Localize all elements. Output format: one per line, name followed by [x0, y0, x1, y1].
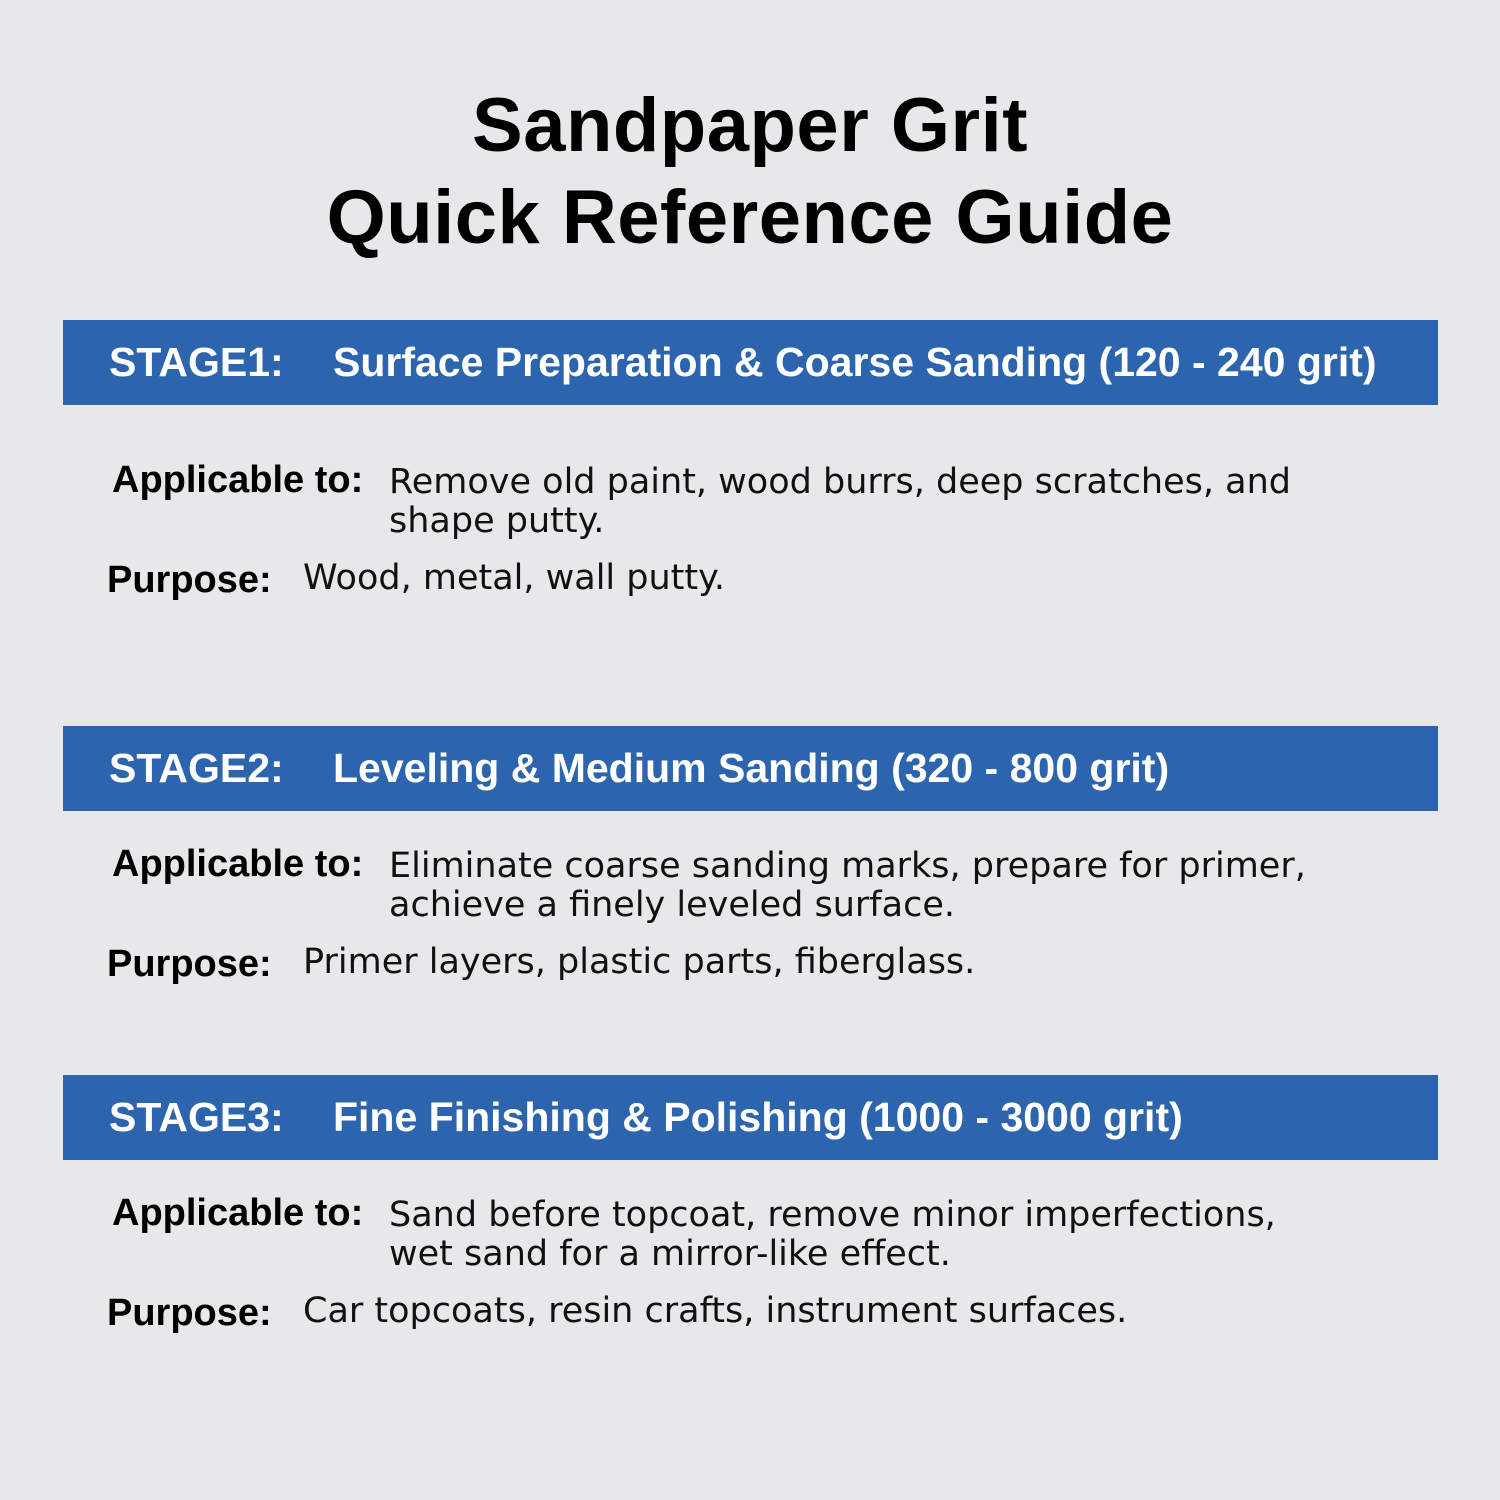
page-title: [0, 80, 1500, 264]
stage-3-applicable-text: Sand before topcoat, remove minor imperfections, wet sand for a mirror-like effect.: [389, 1195, 1276, 1274]
stage-3-applicable-label: Applicable to:: [112, 1192, 364, 1234]
stage-2-header: [63, 726, 1438, 811]
title-line-2: Quick Reference Guide: [326, 175, 1174, 260]
stage-2-label: STAGE2:: [109, 745, 284, 791]
stage-2-applicable-text: Eliminate coarse sanding marks, prepare for primer, achieve a finely leveled surface.: [389, 846, 1306, 925]
stage-3-label: STAGE3:: [109, 1094, 284, 1140]
stage-3-purpose-label: Purpose:: [107, 1292, 272, 1334]
stage-3-header: [63, 1075, 1438, 1160]
stage-3-title: Fine Finishing & Polishing (1000 - 3000 grit): [333, 1094, 1183, 1140]
stage-3-purpose-text: Car topcoats, resin crafts, instrument surfaces.: [303, 1291, 1128, 1331]
stage-2-applicable-label: Applicable to:: [112, 843, 364, 885]
stage-1-header: [63, 320, 1438, 405]
title-line-1: Sandpaper Grit: [472, 83, 1028, 168]
stage-2-purpose-text: Primer layers, plastic parts, fiberglass.: [303, 942, 976, 982]
stage-1-purpose-text: Wood, metal, wall putty.: [303, 558, 725, 598]
stage-1-title: Surface Preparation & Coarse Sanding (120 - 240 grit): [333, 339, 1377, 385]
stage-1-applicable-text: Remove old paint, wood burrs, deep scratches, and shape putty.: [389, 462, 1291, 541]
stage-1-applicable-label: Applicable to:: [112, 459, 364, 501]
stage-2-title: Leveling & Medium Sanding (320 - 800 grit): [333, 745, 1170, 791]
stage-1-label: STAGE1:: [109, 339, 284, 385]
stage-2-purpose-label: Purpose:: [107, 943, 272, 985]
stage-1-purpose-label: Purpose:: [107, 559, 272, 601]
